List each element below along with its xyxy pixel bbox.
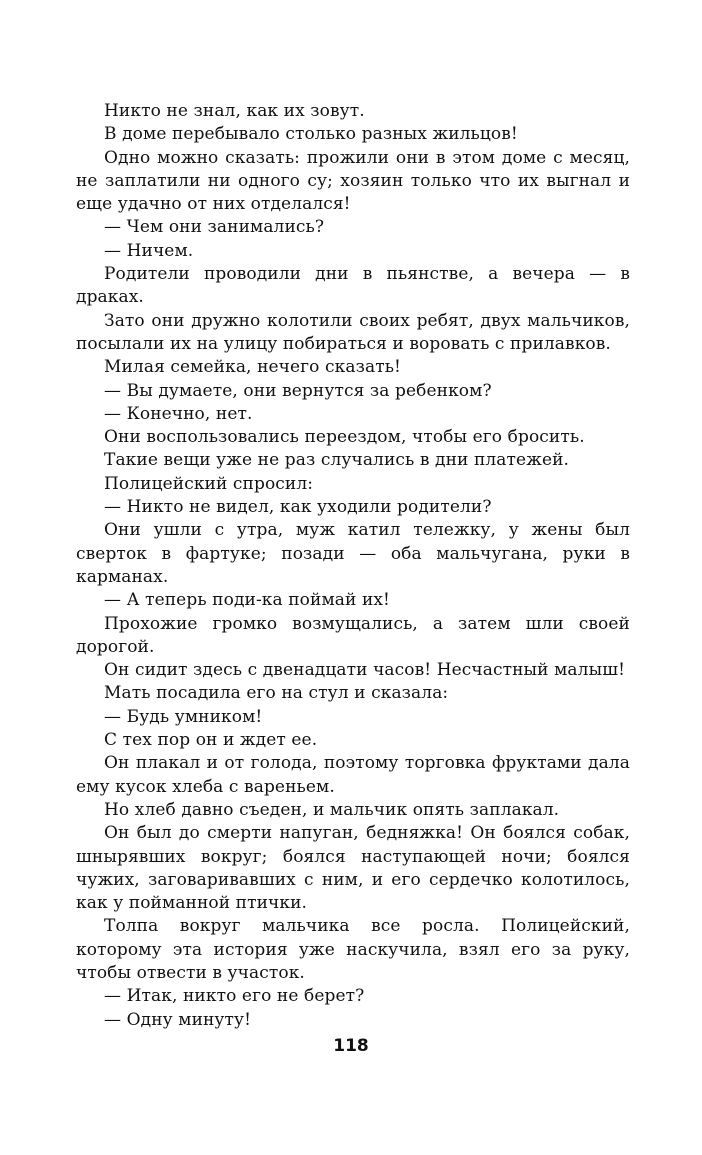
dialogue-line: — Итак, никто его не берет?	[104, 986, 365, 1007]
page-number: 118	[333, 1036, 369, 1056]
dialogue-line: — Ничем.	[104, 240, 194, 261]
paragraph: Но хлеб давно съеден, и мальчик опять заплакал.	[104, 799, 560, 820]
paragraph: Родители проводили дни в пьянстве, а вечера — в драках.	[76, 264, 630, 308]
paragraph: Никто не знал, как их зовут.	[104, 101, 365, 121]
paragraph: Одно можно сказать: прожили они в этом доме с месяц, не заплатили ни одного су; хозяин только что их выгнал и еще удачно от них отделался!	[76, 147, 630, 215]
dialogue-line: — Вы думаете, они вернутся за ребенком?	[104, 380, 492, 401]
paragraph: Он плакал и от голода, поэтому торговка фруктами дала ему кусок хлеба с вареньем.	[76, 753, 630, 797]
paragraph: Они воспользовались переездом, чтобы его бросить.	[104, 427, 585, 448]
dialogue-line: — Будь умником!	[104, 706, 263, 727]
paragraph: Мать посадила его на стул и сказала:	[104, 683, 449, 704]
body-text	[76, 100, 630, 1032]
dialogue-line: — Одну минуту!	[104, 1009, 252, 1030]
paragraph: С тех пор он и ждет ее.	[104, 730, 318, 751]
dialogue-line: — Конечно, нет.	[104, 403, 253, 424]
paragraph: Толпа вокруг мальчика все росла. Полицейский, которому эта история уже наскучила, взял его за руку, чтобы отвести в участок.	[76, 916, 630, 983]
dialogue-line: — А теперь поди-ка поймай их!	[104, 590, 390, 611]
dialogue-line: — Никто не видел, как уходили родители?	[104, 497, 492, 518]
paragraph: Зато они дружно колотили своих ребят, двух мальчиков, посылали их на улицу побираться и воровать с прилавков.	[76, 310, 630, 354]
paragraph: Он был до смерти напуган, бедняжка! Он боялся собак, шнырявших вокруг; боялся наступающей ночи; боялся чужих, заговаривавших с ним, и его сердечко колотилось, как у пойманной птички.	[76, 823, 630, 914]
paragraph: Он сидит здесь с двенадцати часов! Несчастный малыш!	[104, 660, 626, 681]
paragraph: Прохожие громко возмущались, а затем шли своей дорогой.	[76, 613, 630, 657]
paragraph: Такие вещи уже не раз случались в дни платежей.	[104, 450, 570, 471]
dialogue-line: — Чем они занимались?	[104, 217, 325, 238]
paragraph: Полицейский спросил:	[104, 473, 314, 494]
paragraph: В доме перебывало столько разных жильцов!	[104, 124, 518, 145]
paragraph: Милая семейка, нечего сказать!	[104, 357, 401, 378]
paragraph: Они ушли с утра, муж катил тележку, у жены был сверток в фартуке; позади — оба мальчугана, руки в карманах.	[76, 520, 630, 587]
